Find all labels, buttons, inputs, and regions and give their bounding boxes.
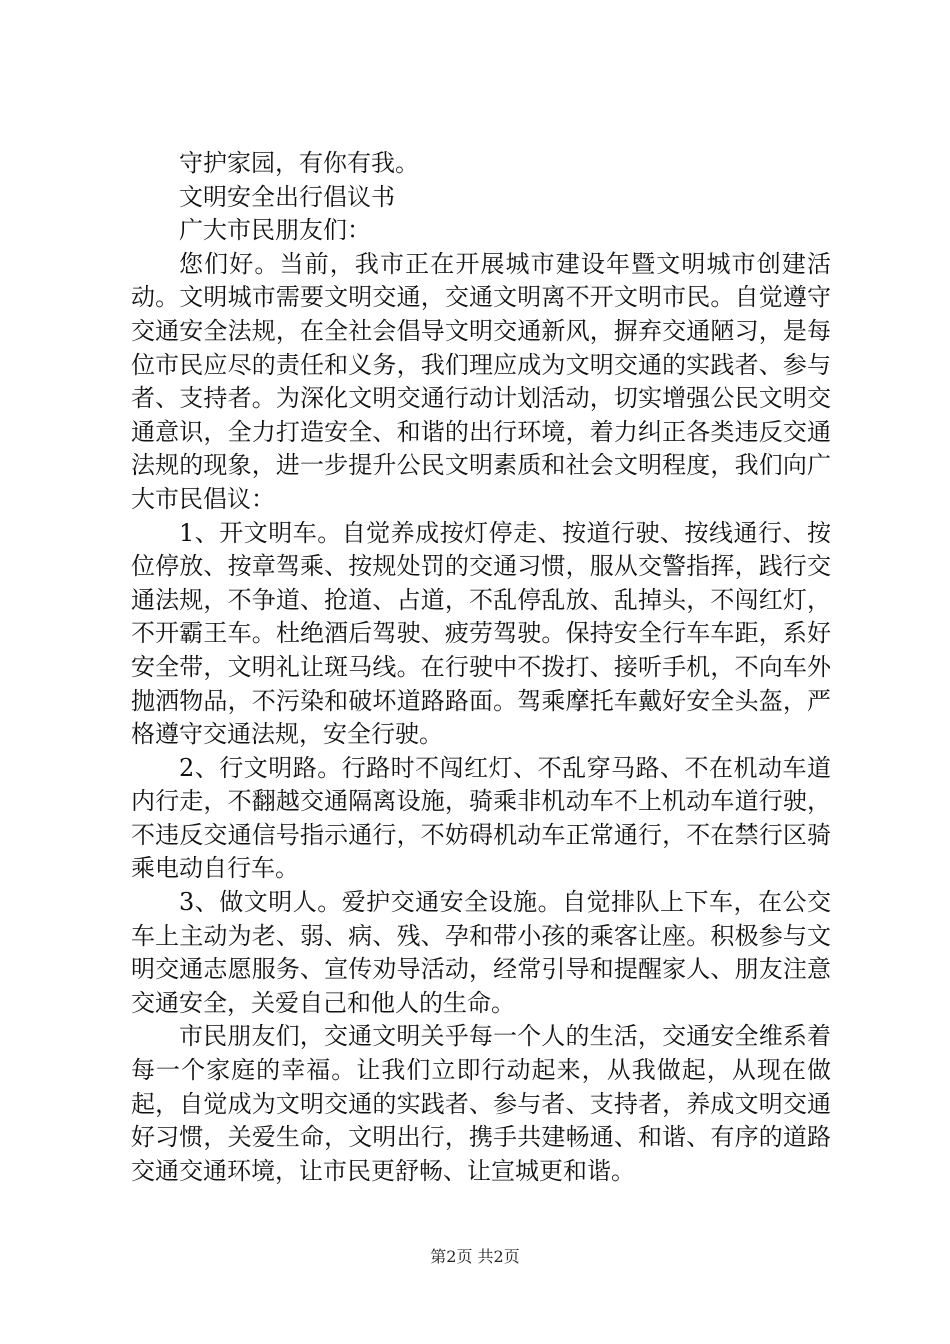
page-number-footer: 第2页 共2页: [430, 1247, 520, 1266]
proposal-item-3: 3、做文明人。爱护交通安全设施。自觉排队上下车，在公交车上主动为老、弱、病、残、孕和带小孩的乘客让座。积极参与文明交通志愿服务、宣传劝导活动，经常引导和提醒家人、朋友注意交通安全，关爱自己和他人的生命。: [131, 888, 831, 1017]
proposal-item-1: 1、开文明车。自觉养成按灯停走、按道行驶、按线通行、按位停放、按章驾乘、按规处罚的交通习惯，服从交警指挥，践行交通法规，不争道、抢道、占道，不乱停乱放、乱掉头，不闯红灯，不开霸王车。杜绝酒后驾驶、疲劳驾驶。保持安全行车车距，系好安全带，文明礼让斑马线。在行驶中不拨打、接听手机，不向车外抛洒物品，不污染和破坏道路路面。驾乘摩托车戴好安全头盔，严格遵守交通法规，安全行驶。: [131, 518, 831, 749]
document-body: [131, 147, 831, 1188]
intro-paragraph: 您们好。当前，我市正在开展城市建设年暨文明城市创建活动。文明城市需要文明交通，交通文明离不开文明市民。自觉遵守交通安全法规，在全社会倡导文明交通新风，摒弃交通陋习，是每位市民应尽的责任和义务，我们理应成为文明交通的实践者、参与者、支持者。为深化文明交通行动计划活动，切实增强公民文明交通意识，全力打造安全、和谐的出行环境，着力纠正各类违反交通法规的现象，进一步提升公民文明素质和社会文明程度，我们向广大市民倡议：: [131, 249, 831, 513]
proposal-item-2: 2、行文明路。行路时不闯红灯、不乱穿马路、不在机动车道内行走，不翻越交通隔离设施，骑乘非机动车不上机动车道行驶，不违反交通信号指示通行，不妨碍机动车正常通行，不在禁行区骑乘电动自行车。: [131, 753, 831, 883]
slogan-line: 守护家园，有你有我。: [179, 149, 419, 177]
salutation: 广大市民朋友们：: [179, 216, 371, 245]
document-title: 文明安全出行倡议书: [179, 182, 395, 211]
closing-paragraph: 市民朋友们，交通文明关乎每一个人的生活，交通安全维系着每一个家庭的幸福。让我们立即行动起来，从我做起，从现在做起，自觉成为文明交通的实践者、参与者、支持者，养成文明交通好习惯，关爱生命，文明出行，携手共建畅通、和谐、有序的道路交通交通环境，让市民更舒畅、让宣城更和谐。: [131, 1022, 831, 1185]
